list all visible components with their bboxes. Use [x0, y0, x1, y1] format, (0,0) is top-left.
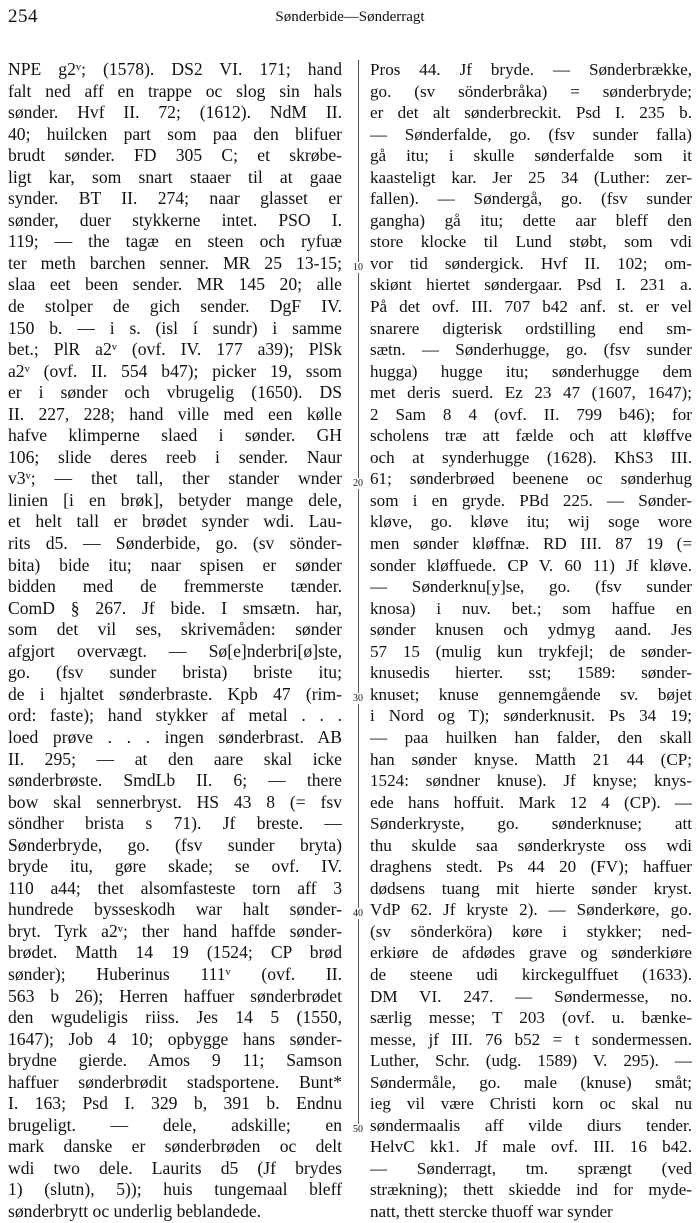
text-line: erkiøre de afdødes grave og sønderkiøre: [370, 943, 692, 963]
text-line: de i hjaltet sønderbraste. Kpb 47 (rim-: [8, 683, 342, 704]
text-line: hafve klimperne slaed i sønder. GH: [8, 425, 342, 446]
text-line: — Sønderknu[y]se, go. (fsv sunder: [370, 577, 692, 597]
text-line: 106; slide deres reeb i sender. Naur: [8, 446, 342, 467]
text-line: thu skulde saa sønderkryste oss wdi: [370, 835, 692, 855]
text-line: Sønderkryste, go. sønderknuse; att: [370, 814, 692, 834]
text-line: messe, jf III. 76 b52 = t sondermessen.: [370, 1029, 692, 1049]
text-line: wdi two dele. Laurits d5 (Jf brydes: [8, 1157, 342, 1178]
text-line: falt ned aff en trappe oc slog sin hals: [8, 80, 342, 101]
text-line: bita) bide itu; naar spisen er sønder: [8, 554, 342, 575]
text-line: skiønt hiertet søndergaar. Psd I. 231 a.: [370, 275, 692, 295]
text-line: de steene udi kirckegulffuet (1633).: [370, 964, 692, 984]
text-line: 1) (slutn), 5)); huis tungemaal bleff: [8, 1179, 342, 1200]
text-line: go. (fsv sunder brista) briste itu;: [8, 662, 342, 683]
text-line: — paa huilken han falder, den skall: [370, 727, 692, 747]
text-line: knusedis hierter. sst; 1589: sønder-: [370, 663, 692, 683]
text-line: och at synderhugge (1628). KhS3 III.: [370, 447, 692, 467]
text-line: bryt. Tyrk a2ᵛ; ther hand haffde sønder-: [8, 920, 342, 941]
text-line: er det alt sønderbreckit. Psd I. 235 b.: [370, 103, 692, 123]
line-number-40: 40: [353, 908, 363, 919]
text-line: met deris suerd. Ez 23 47 (1607, 1647);: [370, 383, 692, 403]
text-line: bow skal sennerbryst. HS 43 8 (= fsv: [8, 791, 342, 812]
text-line: 150 b. — i s. (isl í sundr) i samme: [8, 317, 342, 338]
line-number-50: 50: [353, 1124, 363, 1135]
text-line: v3ᵛ; — thet tall, ther stander wnder: [8, 468, 342, 489]
text-line: haffuer sønderbrødit stadsportene. Bunt*: [8, 1071, 342, 1092]
text-line: sønder knusen och ydmyg aand. Jes: [370, 620, 692, 640]
text-line: vor tid søndergick. Hvf II. 102; om-: [370, 253, 692, 273]
text-line: dødsens tuang mit hierte sønder kryst.: [370, 878, 692, 898]
page-number: 254: [8, 6, 38, 27]
text-line: loed prøve . . . ingen sønderbrast. AB: [8, 726, 342, 747]
text-line: bryde itu, gøre skade; se ovf. IV.: [8, 856, 342, 877]
text-line: 110 a44; thet alsomfasteste torn aff 3: [8, 877, 342, 898]
text-line: den wgudeligis riiss. Jes 14 5 (1550,: [8, 1007, 342, 1028]
text-line: Sønderbryde, go. (fsv sunder bryta): [8, 834, 342, 855]
text-line: bidden med de fremmerste tænder.: [8, 576, 342, 597]
text-line: VdP 62. Jf kryste 2). — Sønderkøre, go.: [370, 900, 692, 920]
text-line: Luther, Schr. (udg. 1589) V. 295). —: [370, 1051, 692, 1071]
text-line: sønderbrytt oc underlig beblandede.: [8, 1200, 262, 1221]
text-line: søndermaalis aff vilde diurs tender.: [370, 1115, 692, 1135]
text-line: Søndermåle, go. male (knuse) småt;: [370, 1072, 692, 1092]
text-line: ter meth barchen senner. MR 25 13-15;: [8, 252, 342, 273]
text-line: söndher brista s 71). Jf breste. —: [8, 813, 342, 834]
text-line: store klocke til Lund støbt, som vdi: [370, 232, 692, 252]
text-line: go. (sv sönderbråka) = sønderbryde;: [370, 81, 692, 101]
text-line: i Nord og T); sønderknusit. Ps 34 19;: [370, 706, 692, 726]
text-line: HelvC kk1. Jf male ovf. III. 16 b42.: [370, 1137, 692, 1157]
text-line: særlig messe; T 203 (ovf. u. bænke-: [370, 1008, 692, 1028]
text-line: brudt sønder. FD 305 C; et skrøbe-: [8, 145, 342, 166]
text-line: ligt kar, som snart staaer til at gaae: [8, 166, 342, 187]
text-line: a2ᵛ (ovf. II. 554 b47); picker 19, ssom: [8, 360, 342, 381]
text-line: hundrede bysseskodh war halt sønder-: [8, 899, 342, 920]
text-line: gå itu; i skulle sønderfalde som it: [370, 146, 692, 166]
text-line: gangha) gå itu; dette aar bleff den: [370, 210, 692, 230]
text-line: 2 Sam 8 4 (ovf. II. 799 b46); for: [370, 404, 692, 424]
column-divider: [358, 60, 359, 1132]
text-line: 61; sønderbrøed beenene oc sønderhug: [370, 469, 692, 489]
text-line: er i sønder och vbrugelig (1650). DS: [8, 382, 342, 403]
text-line: brødet. Matth 14 19 (1524; CP brød: [8, 942, 342, 963]
text-line: kaasteligt kar. Jer 25 34 (Luther: zer-: [370, 167, 692, 187]
text-line: rits d5. — Sønderbide, go. (sv sönder-: [8, 533, 342, 554]
text-line: 57 15 (mulig kun trykfejl; de sønder-: [370, 641, 692, 661]
text-line: sønder); Huberinus 111ᵛ (ovf. II.: [8, 963, 342, 984]
text-line: II. 295; — at den aare skal icke: [8, 748, 342, 769]
text-line: afgjort overvægt. — Sø[e]nderbri[ø]ste,: [8, 640, 342, 661]
text-line: sætn. — Sønderhugge, go. (fsv sunder: [370, 340, 692, 360]
text-line: II. 227, 228; hand ville med een kølle: [8, 403, 342, 424]
text-line: (sv sönderköra) køre i stykker; ned-: [370, 921, 692, 941]
right-column: [370, 59, 692, 1223]
text-line: 1524: søndner knuse). Jf knyse; knys-: [370, 771, 692, 791]
text-line: sønder. Hvf II. 72; (1612). NdM II.: [8, 102, 342, 123]
text-line: 40; huilcken part som paa den blifuer: [8, 123, 342, 144]
text-line: mark danske er sønderbrøden oc delt: [8, 1136, 342, 1157]
text-line: Pros 44. Jf bryde. — Sønderbrække,: [370, 60, 692, 79]
text-line: hugga) hugge itu; sønderhugge dem: [370, 361, 692, 381]
text-line: draghens stedt. Ps 44 20 (FV); haffuer: [370, 857, 692, 877]
line-number-30: 30: [353, 693, 363, 704]
text-line: NPE g2ᵛ; (1578). DS2 VI. 171; hand: [8, 59, 342, 79]
text-line: scholens træ att fælde och att kløffve: [370, 426, 692, 446]
running-head: Sønderbide—Sønderragt: [275, 9, 425, 25]
text-line: brugeligt. — dele, adskille; en: [8, 1114, 342, 1135]
text-line: sonder kløffuede. CP V. 60 11) Jf kløve.: [370, 555, 692, 575]
left-column: [8, 59, 342, 1223]
text-line: 119; — the tagæ en steen och ryfuæ: [8, 231, 342, 252]
text-line: som det vil ses, skrivemåden: sønder: [8, 619, 342, 640]
text-line: fallen). — Søndergå, go. (fsv sunder: [370, 189, 692, 209]
text-line: I. 163; Psd I. 329 b, 391 b. Endnu: [8, 1093, 342, 1114]
line-number-10: 10: [353, 262, 363, 273]
text-line: ede hans hoffuit. Mark 12 4 (CP). —: [370, 792, 692, 812]
text-line: ComD § 267. Jf bide. I smsætn. har,: [8, 597, 342, 618]
text-line: DM VI. 247. — Søndermesse, no.: [370, 986, 692, 1006]
text-line: — Sønderfalde, go. (fsv sunder falla): [370, 124, 692, 144]
text-line: men sønder kløffnæ. RD III. 87 19 (=: [370, 534, 692, 554]
text-line: brydne gierde. Amos 9 11; Samson: [8, 1050, 342, 1071]
text-line: sønderbrøste. SmdLb II. 6; — there: [8, 770, 342, 791]
line-number-20: 20: [353, 478, 363, 489]
text-line: — Sønderragt, tm. sprængt (ved: [370, 1158, 692, 1178]
text-line: 1647); Job 4 10; opbygge hans sønder-: [8, 1028, 342, 1049]
text-line: de stolper de gich sender. DgF IV.: [8, 296, 342, 317]
text-line: synder. BT II. 274; naar glasset er: [8, 188, 342, 209]
text-line: slaa eet been sender. MR 145 20; alle: [8, 274, 342, 295]
text-line: På det ovf. III. 707 b42 anf. st. er vel: [370, 297, 692, 317]
text-line: kløve, go. kløve itu; wij soge wore: [370, 512, 692, 532]
text-line: knuset; knuse gennemgående sv. bøjet: [370, 684, 692, 704]
text-line: sønder, duer stykkerne intet. PSO I.: [8, 209, 342, 230]
text-line: et helt tall er brødet synder wdi. Lau-: [8, 511, 342, 532]
text-line: 563 b 26); Herren haffuer sønderbrødet: [8, 985, 342, 1006]
text-line: snarere digterisk ordstilling end sm-: [370, 318, 692, 338]
text-line: ord: faste); hand stykker af metal . . .: [8, 705, 342, 726]
text-line: knosa) i nuv. bet.; som haffue en: [370, 598, 692, 618]
text-line: natt, thett stercke thuoff war synder: [370, 1201, 613, 1221]
text-line: han sønder knyse. Matth 21 44 (CP;: [370, 749, 692, 769]
text-line: bet.; PlR a2ᵛ (ovf. IV. 177 a39); PlSk: [8, 339, 342, 360]
page-header: [0, 4, 700, 34]
text-line: ieg vil være Christi korn oc skal nu: [370, 1094, 692, 1114]
text-line: strækning); thett skiedde ind for myde-: [370, 1180, 692, 1200]
text-line: som i en gryde. PBd 225. — Sønder-: [370, 490, 692, 510]
text-line: linien [i en brøk], betyder mange dele,: [8, 489, 342, 510]
